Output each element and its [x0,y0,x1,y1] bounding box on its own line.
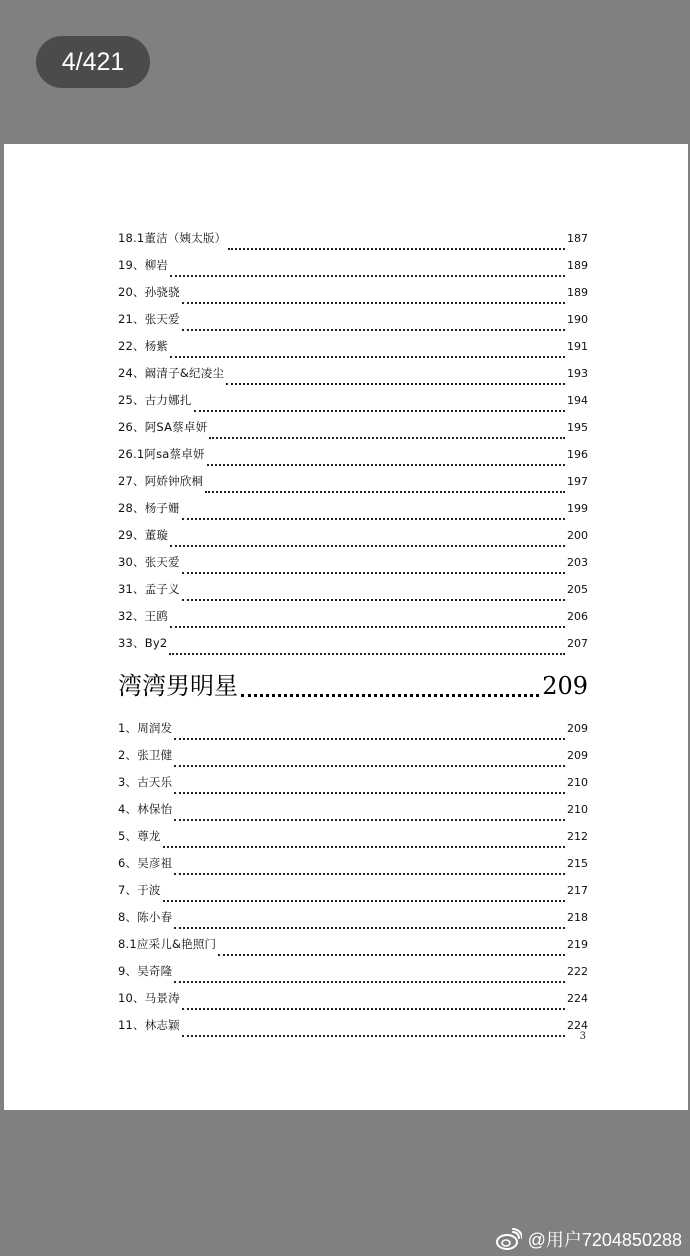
toc-entry-title: 29、董璇 [118,528,169,542]
toc-entry-page: 207 [567,637,588,650]
toc-entry-page: 206 [567,610,588,623]
toc-entry[interactable] [118,774,588,801]
dot-leader [241,694,539,697]
toc-entry[interactable] [118,909,588,936]
toc-entry[interactable] [118,990,588,1017]
dot-leader [209,437,565,439]
toc-entry-page: 189 [567,259,588,272]
toc-entry-page: 209 [567,722,588,735]
page-counter: 4/421 [36,36,150,88]
toc-entry-page: 199 [567,502,588,515]
toc-entry-title: 7、于波 [118,883,161,897]
toc-entry-title: 20、孙骁骁 [118,285,180,299]
dot-leader [174,873,565,875]
toc-entry-title: 8、陈小春 [118,910,173,924]
toc-entry-title: 24、阚清子&纪凌尘 [118,366,225,380]
toc-entry-title: 10、马景涛 [118,991,180,1005]
toc-entry[interactable] [118,392,588,419]
dot-leader [182,518,565,520]
toc-entry-page: 191 [567,340,588,353]
toc-entry[interactable] [118,257,588,284]
section-heading[interactable] [118,666,588,708]
dot-leader [207,464,565,466]
toc-entry[interactable] [118,936,588,963]
toc-entry[interactable] [118,338,588,365]
dot-leader [228,248,565,250]
toc-entry-page: 203 [567,556,588,569]
dot-leader [182,329,565,331]
toc-entry[interactable] [118,608,588,635]
toc-entry-title: 18.1董洁（姨太版） [118,231,227,245]
toc-entry-page: 190 [567,313,588,326]
dot-leader [182,599,565,601]
toc-entry-title: 32、王鸥 [118,609,169,623]
weibo-icon [496,1228,522,1250]
dot-leader [194,410,565,412]
toc-entry-page: 197 [567,475,588,488]
toc-entry-title: 26、阿SA蔡卓妍 [118,420,208,434]
toc-entry[interactable] [118,311,588,338]
toc-entry-title: 21、张天爱 [118,312,180,326]
toc-entry-title: 4、林保怡 [118,802,173,816]
page-number: 3 [579,1031,586,1042]
toc-entry[interactable] [118,554,588,581]
toc-entry-title: 19、柳岩 [118,258,169,272]
toc-entry[interactable] [118,963,588,990]
dot-leader [218,954,565,956]
dot-leader [170,356,565,358]
toc-entry-title: 1、周润发 [118,721,173,735]
toc-entry-page: 210 [567,803,588,816]
toc-entry[interactable] [118,581,588,608]
toc-entry-page: 205 [567,583,588,596]
toc-entry-title: 22、杨紫 [118,339,169,353]
dot-leader [169,653,565,655]
toc-entry-page: 218 [567,911,588,924]
toc-entry[interactable] [118,284,588,311]
toc-entry-title: 11、林志颖 [118,1018,180,1032]
toc-entry-page: 224 [567,1019,588,1032]
dot-leader [182,572,565,574]
toc-entry-page: 217 [567,884,588,897]
toc-entry[interactable] [118,828,588,855]
watermark-text: @用户7204850288 [527,1230,682,1250]
toc-entry-page: 210 [567,776,588,789]
dot-leader [170,626,565,628]
toc-entry-page: 194 [567,394,588,407]
toc-entry-page: 224 [567,992,588,1005]
toc-entry-title: 3、古天乐 [118,775,173,789]
toc-entry-page: 195 [567,421,588,434]
dot-leader [163,846,565,848]
watermark [496,1226,682,1252]
toc-entry-page: 209 [567,749,588,762]
dot-leader [182,302,565,304]
document-page [4,144,688,1110]
dot-leader [163,900,565,902]
section-heading-page: 209 [542,672,588,700]
dot-leader [174,765,565,767]
toc-entry[interactable] [118,527,588,554]
toc-entry[interactable] [118,635,588,662]
toc-entry-page: 193 [567,367,588,380]
toc-entry[interactable] [118,855,588,882]
table-of-contents [118,230,588,1044]
toc-entry-title: 2、张卫健 [118,748,173,762]
toc-entry-page: 222 [567,965,588,978]
dot-leader [182,1008,565,1010]
toc-entry[interactable] [118,473,588,500]
toc-entry-title: 26.1阿sa蔡卓妍 [118,447,205,461]
toc-entry-page: 187 [567,232,588,245]
dot-leader [174,792,565,794]
toc-entry[interactable] [118,446,588,473]
toc-entry-title: 27、阿娇钟欣桐 [118,474,204,488]
toc-entry-title: 6、吴彦祖 [118,856,173,870]
toc-entry-title: 9、吴奇隆 [118,964,173,978]
toc-entry-title: 25、古力娜扎 [118,393,192,407]
dot-leader [174,981,565,983]
toc-entry[interactable] [118,419,588,446]
dot-leader [226,383,565,385]
toc-entry[interactable] [118,230,588,257]
toc-entry[interactable] [118,801,588,828]
dot-leader [182,1035,565,1037]
dot-leader [170,275,565,277]
toc-entry-page: 212 [567,830,588,843]
dot-leader [174,927,565,929]
toc-entry-page: 215 [567,857,588,870]
toc-entry-page: 219 [567,938,588,951]
dot-leader [205,491,565,493]
toc-entry-page: 200 [567,529,588,542]
dot-leader [170,545,565,547]
toc-entry[interactable] [118,720,588,747]
toc-entry[interactable] [118,882,588,909]
toc-entry-title: 33、By2 [118,636,168,650]
toc-entry-title: 8.1应采儿&艳照门 [118,937,217,951]
toc-entry[interactable] [118,365,588,392]
toc-list-before [118,230,588,662]
toc-entry[interactable] [118,747,588,774]
toc-entry[interactable] [118,1017,588,1044]
dot-leader [174,738,565,740]
toc-entry-page: 189 [567,286,588,299]
toc-entry[interactable] [118,500,588,527]
toc-entry-page: 196 [567,448,588,461]
toc-entry-title: 31、孟子义 [118,582,180,596]
toc-entry-title: 30、张天爱 [118,555,180,569]
section-heading-title: 湾湾男明星 [118,672,238,700]
toc-entry-title: 5、尊龙 [118,829,161,843]
dot-leader [174,819,565,821]
toc-list-after [118,720,588,1044]
toc-entry-title: 28、杨子姗 [118,501,180,515]
